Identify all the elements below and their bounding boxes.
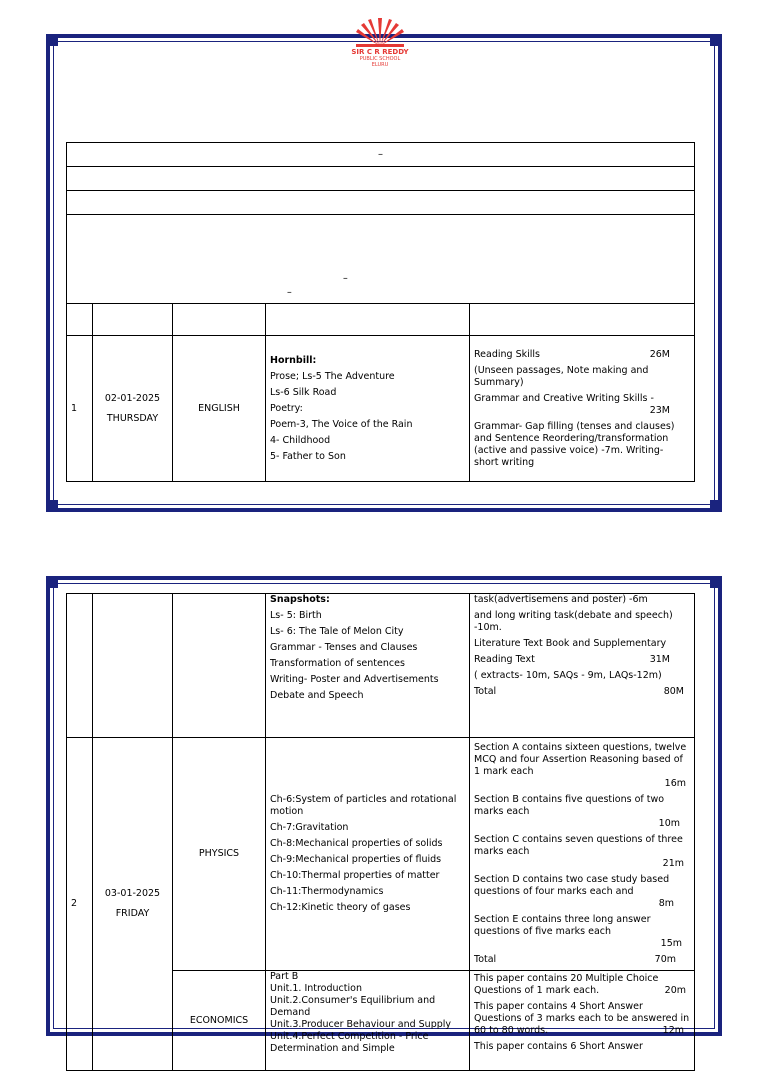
corner-ornament: [46, 576, 58, 588]
column-header: [93, 304, 173, 336]
topics-cell: Snapshots: Ls- 5: Birth Ls- 6: The Tale of Melon City Grammar - Tenses and Clauses Transformation of sentences Writing- Poster and Advertisements Debate and Speech: [266, 594, 470, 738]
school-subtitle: PUBLIC SCHOOL: [359, 56, 401, 62]
marks-cell: Reading Skills 26M (Unseen passages, Note making and Summary) Grammar and Creative Writing Skills - 23M Grammar- Gap filling (tenses and clauses) and Sentence Reordering/transformation (active and passive voice) -7m. Writing- short writing: [470, 336, 695, 482]
corner-ornament: [710, 34, 722, 46]
exam-schedule-table-continued: [66, 593, 695, 1071]
subject-cell: ECONOMICS: [173, 971, 266, 1071]
header-row-3: [67, 191, 695, 215]
corner-ornament: [46, 34, 58, 46]
column-header: [173, 304, 266, 336]
sunrise-icon: [352, 18, 408, 48]
header-row-1: –: [67, 143, 695, 167]
school-logo: [340, 18, 420, 68]
table-row: [67, 336, 695, 482]
marks-cell: Section A contains sixteen questions, twelve MCQ and four Assertion Reasoning based of 1 mark each 16m Section B contains five questions of two marks each 10m Section C contains seven questions of three marks each 21m Section D contains two case study based questions of four marks each and 8m Section E contains three long answer questions of five marks each 15m Total 70m: [470, 738, 695, 971]
corner-ornament: [710, 576, 722, 588]
serial-number: 1: [67, 336, 93, 482]
column-header: [266, 304, 470, 336]
topics-cell: Part B Unit.1. Introduction Unit.2.Consumer's Equilibrium and Demand Unit.3.Producer Behaviour and Supply Unit.4.Perfect Competition - Price Determination and Simple: [266, 971, 470, 1071]
topics-cell: Ch-6:System of particles and rotational motion Ch-7:Gravitation Ch-8:Mechanical properties of solids Ch-9:Mechanical properties of fluids Ch-10:Thermal properties of matter Ch-11:Thermodynamics Ch-12:Kinetic theory of gases: [266, 738, 470, 971]
subject-cell: PHYSICS: [173, 738, 266, 971]
column-header: [470, 304, 695, 336]
school-name: SIR C R REDDY: [351, 48, 409, 56]
serial-number: 2: [67, 738, 93, 1071]
table-row: [67, 738, 695, 971]
table-row: [67, 594, 695, 738]
corner-ornament: [710, 500, 722, 512]
exam-schedule-table: [66, 142, 695, 482]
corner-ornament: [46, 500, 58, 512]
column-header: [67, 304, 93, 336]
school-city: ELURU: [371, 62, 389, 68]
topics-cell: Hornbill: Prose; Ls-5 The Adventure Ls-6 Silk Road Poetry: Poem-3, The Voice of the Rain 4- Childhood 5- Father to Son: [266, 336, 470, 482]
subject-cell: ENGLISH: [173, 336, 266, 482]
marks-cell: This paper contains 20 Multiple Choice Questions of 1 mark each. 20m This paper contains 4 Short Answer Questions of 3 marks each to be answered in 60 to 80 words. 12m This paper contains 6 Short Answer: [470, 971, 695, 1071]
exam-date-cell: 03-01-2025 FRIDAY: [93, 738, 173, 1071]
exam-date-cell: 02-01-2025 THURSDAY: [93, 336, 173, 482]
marks-cell: task(advertisemens and poster) -6m and long writing task(debate and speech) -10m. Literature Text Book and Supplementary Reading Text 31M ( extracts- 10m, SAQs - 9m, LAQs-12m) Total 80M: [470, 594, 695, 738]
header-row-2: [67, 167, 695, 191]
header-row-4: – –: [67, 215, 695, 304]
